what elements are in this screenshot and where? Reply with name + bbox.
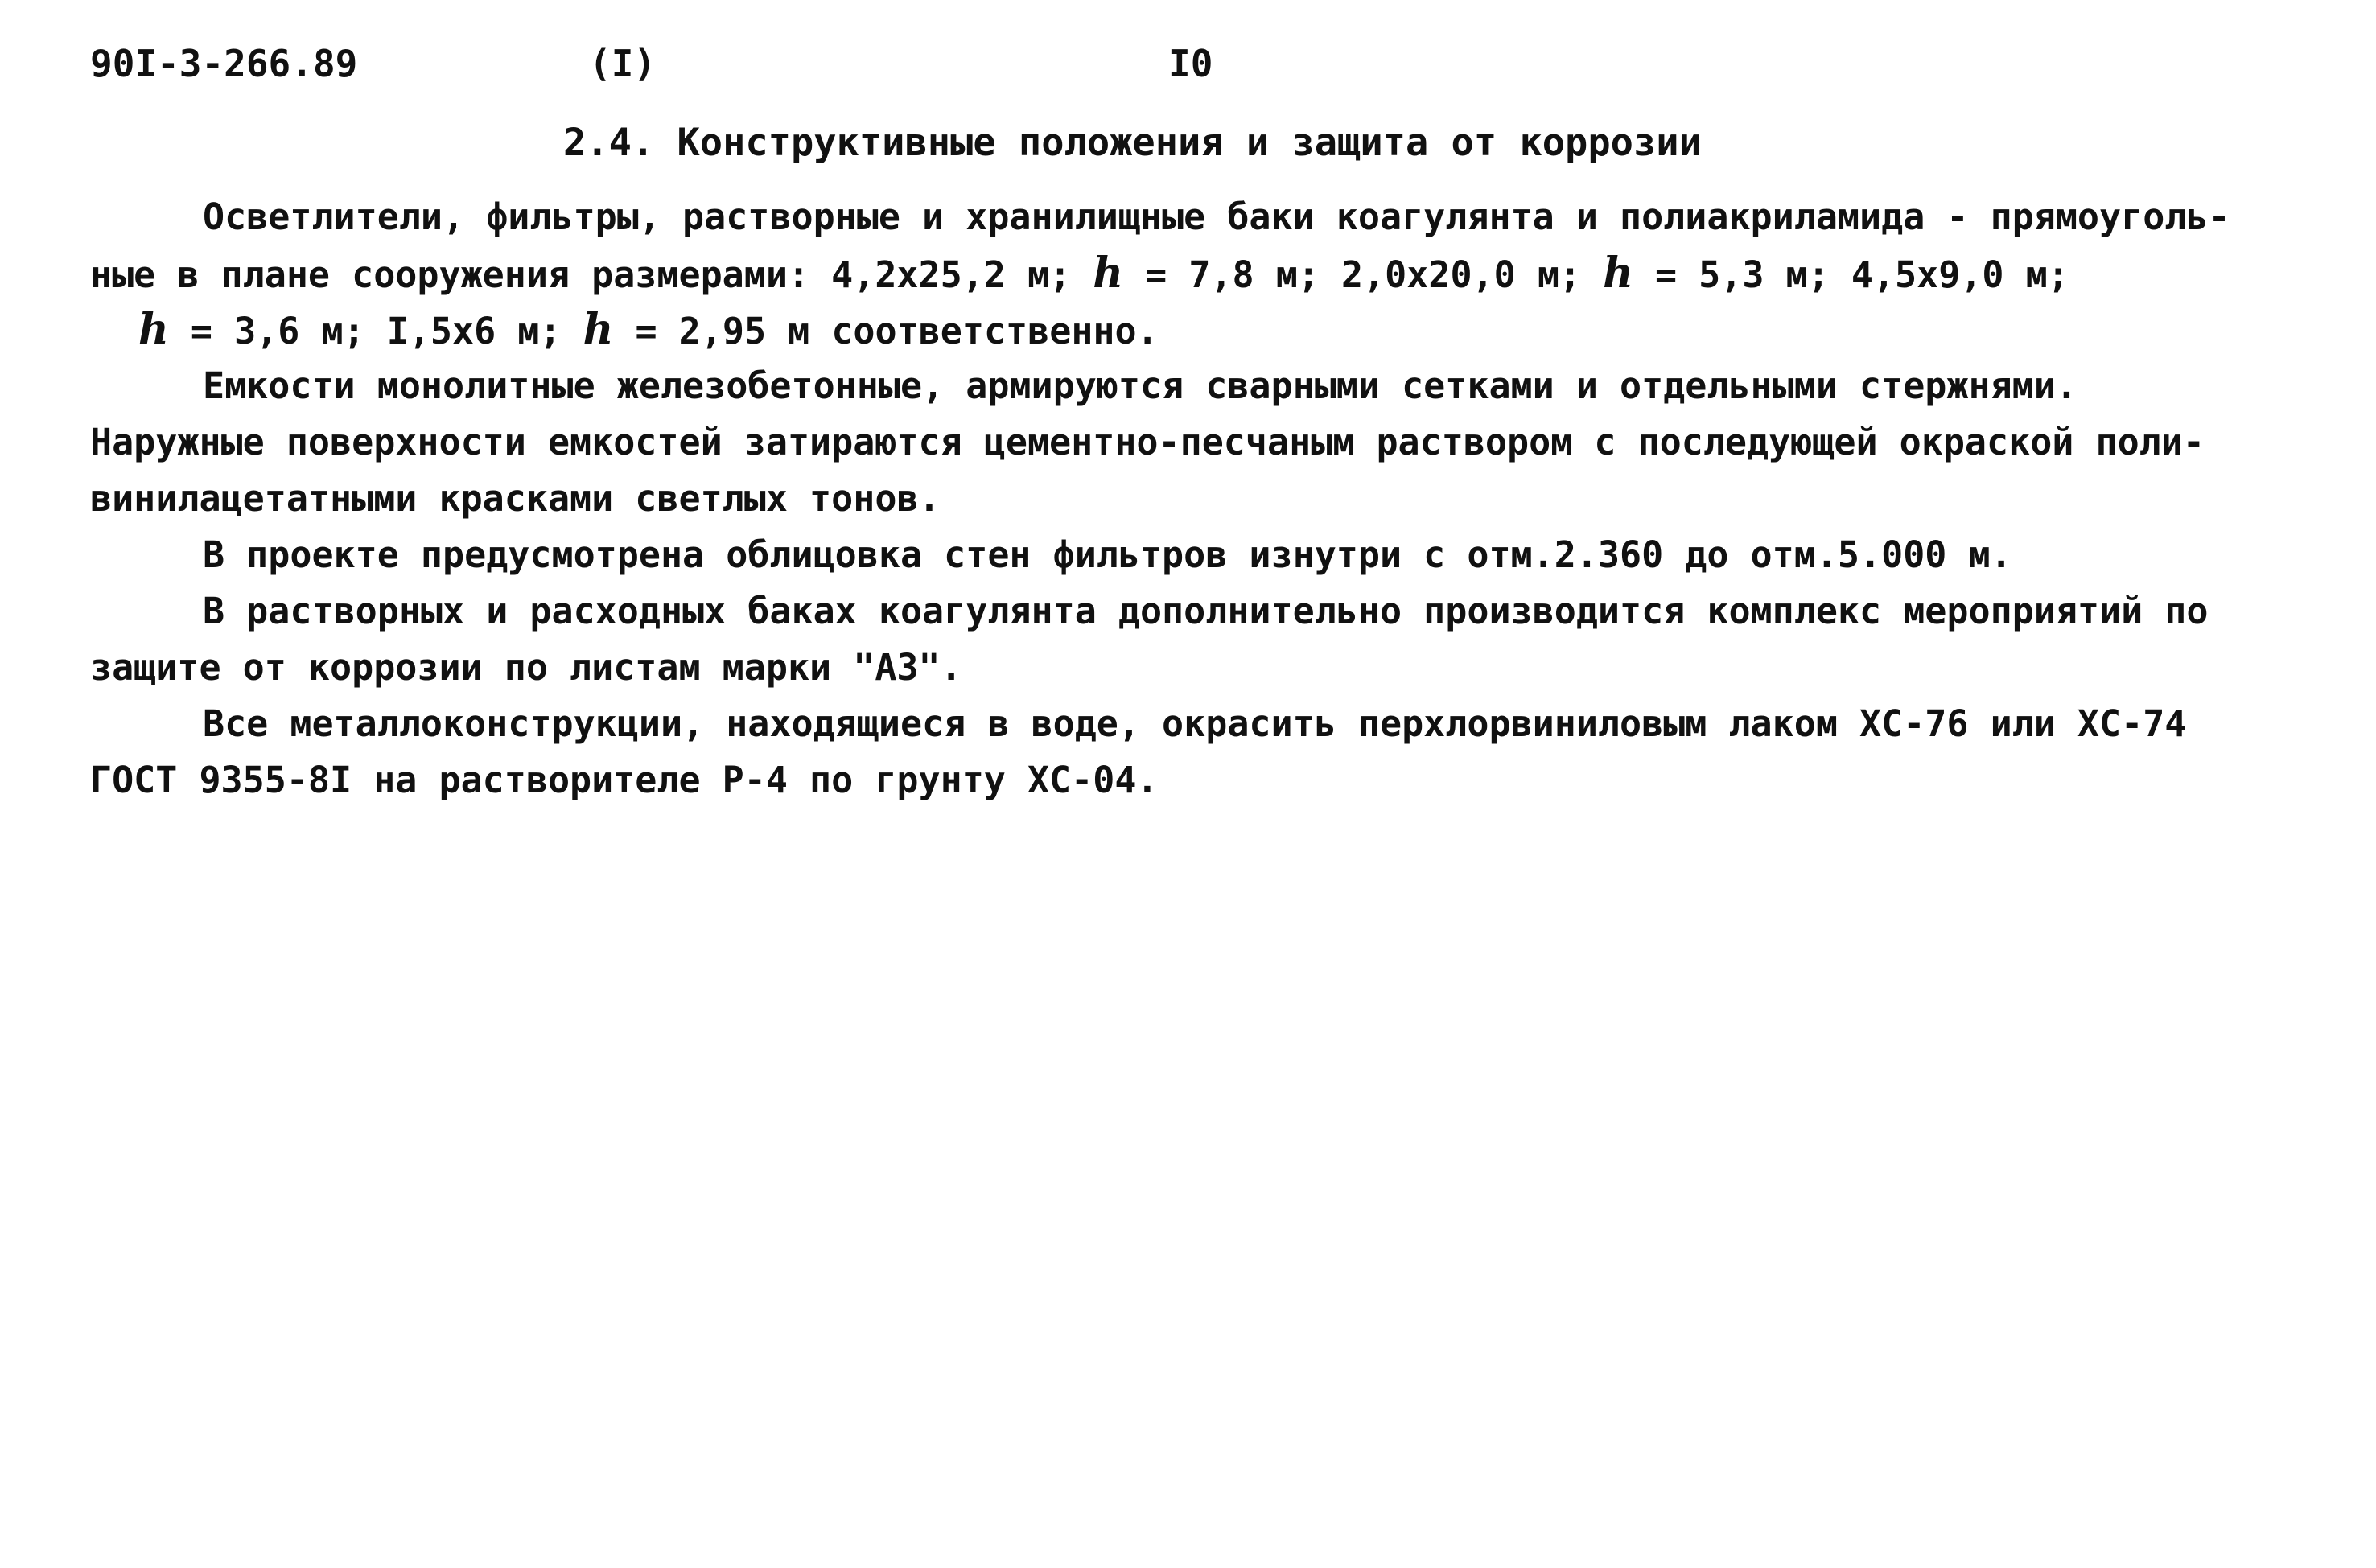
body-text [90,189,2311,809]
paragraph-3-line-1: В проекте предусмотрена облицовка стен фильтров изнутри с отм.2.360 до отм.5.000 м. [203,533,2012,576]
height-symbol: h [583,305,614,354]
text-fragment: = 5,3 м; 4,5х9,0 м; [1633,253,2069,296]
section-title: 2.4. Конструктивные положения и защита от коррозии [563,121,1702,165]
paragraph-2-line-2: Наружные поверхности емкостей затираются цементно-песчаным раствором с последующей окраской поли- [90,421,2205,463]
text-fragment: = 3,6 м; I,5х6 м; [168,310,583,352]
page-number: I0 [1168,42,1213,85]
paragraph-2-line-1: Емкости монолитные железобетонные, армируются сварными сетками и отдельными стержнями. [203,364,2077,407]
height-symbol: h [1093,249,1124,298]
sheet-part: (I) [589,42,657,85]
paragraph-1-line-1: Осветлители, фильтры, растворные и хранилищные баки коагулянта и полиакриламида - прямоуголь- [203,195,2230,238]
paragraph-2-line-3: винилацетатными красками светлых тонов. [90,477,941,520]
paragraph-5-line-1: Все металлоконструкции, находящиеся в воде, окрасить перхлорвиниловым лаком ХС-76 или ХС-74 [203,702,2187,745]
height-symbol: h [138,305,169,354]
text-fragment: ные в плане сооружения размерами: 4,2х25,2 м; [90,253,1093,296]
document-code: 90I-3-266.89 [90,42,358,85]
text-fragment: = 2,95 м соответственно. [613,310,1159,352]
paragraph-5-line-2: ГОСТ 9355-8I на растворителе Р-4 по грунту ХС-04. [90,759,1159,801]
page-header [90,42,1377,98]
paragraph-4-line-1: В растворных и расходных баках коагулянта дополнительно производится комплекс мероприятий по [203,590,2209,632]
text-fragment: = 7,8 м; 2,0х20,0 м; [1123,253,1604,296]
paragraph-1-line-3 [90,302,2311,358]
height-symbol: h [1603,249,1633,298]
paragraph-1-line-2 [90,245,2311,302]
paragraph-4-line-2: защите от коррозии по листам марки "АЗ". [90,646,962,689]
